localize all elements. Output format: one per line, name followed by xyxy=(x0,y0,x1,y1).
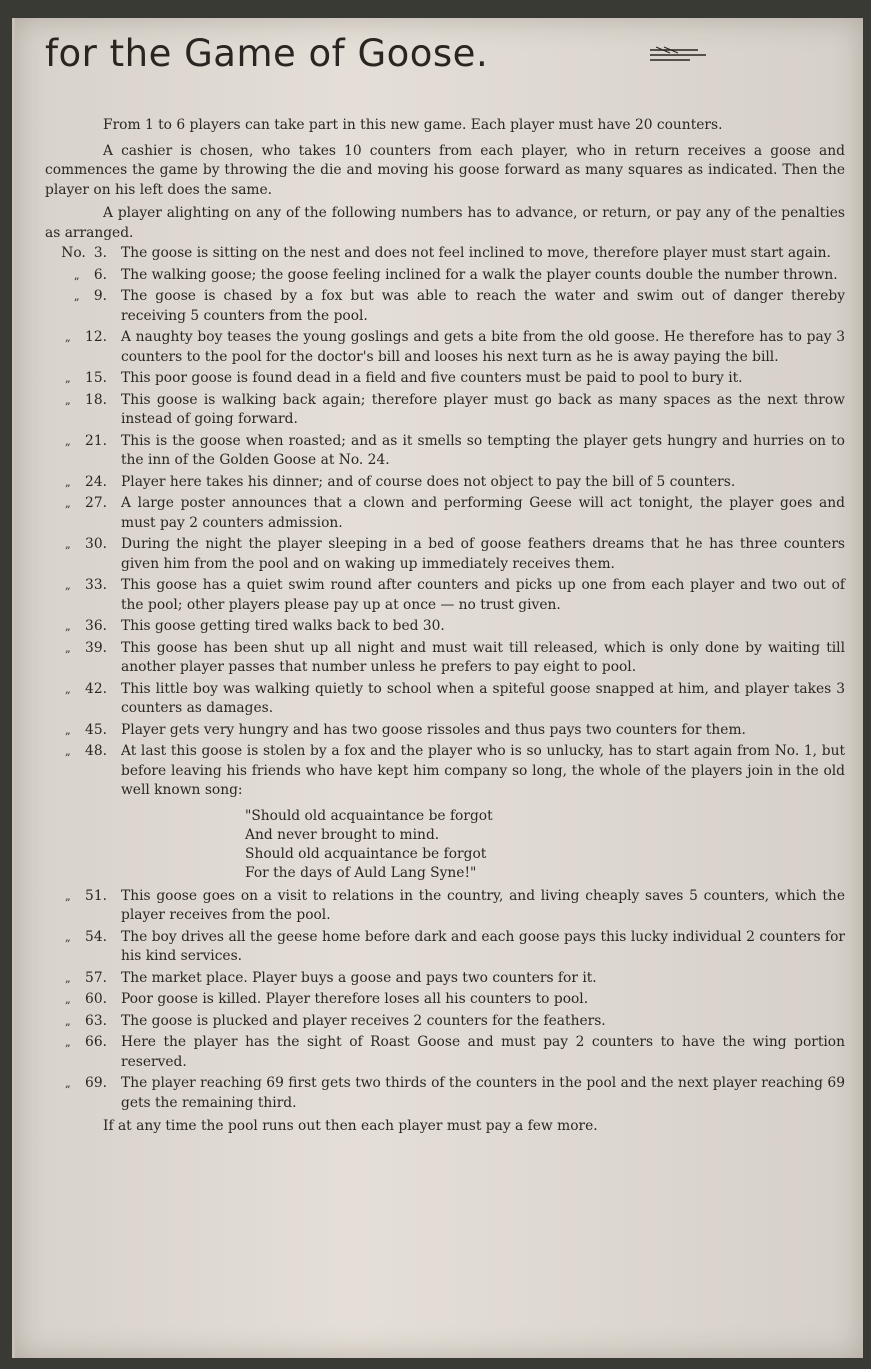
rule-number xyxy=(45,287,121,326)
rule-item xyxy=(45,1012,845,1032)
rule-number xyxy=(45,244,121,264)
rule-number xyxy=(45,266,121,286)
rule-number xyxy=(45,391,121,430)
rule-item xyxy=(45,969,845,989)
title-flourish-icon xyxy=(648,44,708,66)
rule-number xyxy=(45,928,121,967)
rules-list xyxy=(45,887,845,1114)
rule-number xyxy=(45,328,121,367)
rule-item xyxy=(45,617,845,637)
rule-item xyxy=(45,639,845,678)
ditto-mark: „ xyxy=(65,641,71,655)
rule-number xyxy=(45,1033,121,1072)
rule-number xyxy=(45,639,121,678)
song-verse xyxy=(245,807,845,883)
rule-number-value: 27. xyxy=(85,495,107,511)
ditto-mark: „ xyxy=(65,620,71,633)
rule-number-value: 30. xyxy=(85,536,107,552)
ditto-mark: „ xyxy=(65,331,71,344)
ditto-mark: „ xyxy=(65,1036,71,1049)
rule-text: This goose getting tired walks back to bed 30. xyxy=(121,618,445,634)
rules-sheet xyxy=(12,18,863,1358)
song-line: "Should old acquaintance be forgot xyxy=(245,807,493,824)
ditto-mark: „ xyxy=(65,393,71,407)
rule-number-value: 36. xyxy=(85,618,107,634)
rule-item xyxy=(45,432,845,471)
rule-item xyxy=(45,990,845,1010)
rule-text: The boy drives all the geese home before dark and each goose pays this lucky individual 2 counters for his kind services. xyxy=(121,928,845,964)
ditto-mark: „ xyxy=(65,993,71,1006)
ditto-mark: „ xyxy=(65,745,71,758)
rule-number xyxy=(45,617,121,637)
rule-item xyxy=(45,473,845,493)
rule-item xyxy=(45,1033,845,1072)
ditto-mark: „ xyxy=(73,268,80,282)
rule-number xyxy=(45,1012,121,1032)
rule-item xyxy=(45,680,845,719)
rule-number xyxy=(45,990,121,1010)
rule-text: Poor goose is killed. Player therefore loses all his counters to pool. xyxy=(121,991,589,1007)
rule-text: Player here takes his dinner; and of course does not object to pay the bill of 5 counters. xyxy=(121,473,736,490)
rule-number xyxy=(45,721,121,741)
rule-text: Player gets very hungry and has two goose rissoles and thus pays two counters for them. xyxy=(121,721,746,738)
rule-text: This goose has been shut up all night and must wait till released, which is only done by waiting till another player passes that number unless he prefers to pay eight to pool. xyxy=(121,639,845,675)
rule-item xyxy=(45,287,845,326)
rule-number-value: 15. xyxy=(85,370,107,386)
rule-number xyxy=(45,576,121,615)
rule-number xyxy=(45,494,121,533)
rule-item xyxy=(45,266,845,286)
rule-number xyxy=(45,473,121,493)
rule-text: A large poster announces that a clown and performing Geese will act tonight, the player goes and must pay 2 counters admission. xyxy=(121,495,845,531)
rule-text: This goose has a quiet swim round after counters and picks up one from each player and two out of the pool; other players please pay up at once — no trust given. xyxy=(121,577,845,613)
ditto-mark: „ xyxy=(65,434,71,448)
intro-paragraph: From 1 to 6 players can take part in this new game. Each player must have 20 counters. xyxy=(103,117,723,133)
rule-number-value: 48. xyxy=(85,743,107,759)
rules-body xyxy=(45,116,845,1137)
rule-number-value: 66. xyxy=(85,1034,107,1050)
song-line: And never brought to mind. xyxy=(245,826,440,843)
ditto-mark: „ xyxy=(65,579,71,592)
closing-paragraph: If at any time the pool runs out then each player must pay a few more. xyxy=(103,1118,598,1134)
rule-item xyxy=(45,721,845,741)
ditto-mark: „ xyxy=(65,971,71,985)
rule-text: This poor goose is found dead in a field and five counters must be paid to pool to bury it. xyxy=(121,370,743,386)
ditto-mark: „ xyxy=(65,682,71,696)
rule-number xyxy=(45,369,121,389)
ditto-mark: „ xyxy=(65,475,71,489)
ditto-mark: „ xyxy=(65,889,71,903)
rule-number xyxy=(45,1074,121,1113)
rule-number-value: 9. xyxy=(93,288,107,304)
rule-number-value: 18. xyxy=(85,391,107,408)
rule-text: The goose is chased by a fox but was able to reach the water and swim out of danger thereby receiving 5 counters from the pool. xyxy=(121,288,845,324)
song-line: For the days of Auld Lang Syne!" xyxy=(245,864,477,881)
rule-number-value: 57. xyxy=(85,969,107,986)
rule-number xyxy=(45,432,121,471)
rule-item xyxy=(45,369,845,389)
rule-text: During the night the player sleeping in a bed of goose feathers dreams that he has three counters given him from the pool and on waking up immediately receives them. xyxy=(121,536,845,572)
ditto-mark: „ xyxy=(73,290,80,303)
rule-item xyxy=(45,742,845,801)
rule-text: The goose is plucked and player receives 2 counters for the feathers. xyxy=(121,1012,606,1029)
rule-number xyxy=(45,969,121,989)
rule-item xyxy=(45,391,845,430)
rule-text: The walking goose; the goose feeling inclined for a walk the player counts double the number thrown. xyxy=(121,266,838,283)
rule-number-value: 51. xyxy=(85,887,107,904)
rule-text: This goose is walking back again; therefore player must go back as many spaces as the next throw instead of going forward. xyxy=(121,391,845,427)
rule-text: This little boy was walking quietly to school when a spiteful goose snapped at him, and player takes 3 counters as damages. xyxy=(121,680,845,716)
rule-number-value: 60. xyxy=(85,991,107,1007)
rule-number-value: 42. xyxy=(85,680,107,697)
rule-text: The goose is sitting on the nest and does not feel inclined to move, therefore player must start again. xyxy=(121,245,831,261)
rule-text: The player reaching 69 first gets two thirds of the counters in the pool and the next player reaching 69 gets the remaining third. xyxy=(121,1075,845,1111)
rule-number-value: 12. xyxy=(85,329,107,345)
rule-number-value: 39. xyxy=(85,639,107,656)
rule-number-value: 24. xyxy=(85,473,107,490)
rule-number-value: 33. xyxy=(85,577,107,593)
ditto-mark: „ xyxy=(65,372,71,385)
rule-item xyxy=(45,1074,845,1113)
rule-item xyxy=(45,928,845,967)
rule-number-value: 45. xyxy=(85,721,107,738)
rule-item xyxy=(45,244,845,264)
rule-number xyxy=(45,680,121,719)
number-prefix: No. xyxy=(61,245,86,261)
ditto-mark: „ xyxy=(65,723,71,737)
ditto-mark: „ xyxy=(65,1014,71,1028)
rule-item xyxy=(45,328,845,367)
rule-item xyxy=(45,576,845,615)
rule-text: A naughty boy teases the young goslings and gets a bite from the old goose. He therefore has to pay 3 counters to the pool for the doctor's bill and looses his next turn as he is away paying the bill. xyxy=(121,329,845,365)
song-line: Should old acquaintance be forgot xyxy=(245,845,487,862)
rule-text: At last this goose is stolen by a fox and the player who is so unlucky, has to start again from No. 1, but before leaving his friends who have kept him company so long, the whole of the players join in the old well known song: xyxy=(121,743,845,798)
rule-number xyxy=(45,887,121,926)
rule-number-value: 69. xyxy=(85,1075,107,1091)
rule-item xyxy=(45,494,845,533)
rule-number-value: 21. xyxy=(85,432,107,449)
ditto-mark: „ xyxy=(65,538,71,551)
rule-number-value: 3. xyxy=(93,245,107,261)
rule-text: Here the player has the sight of Roast Goose and must pay 2 counters to have the wing portion reserved. xyxy=(121,1034,845,1070)
rule-text: This goose goes on a visit to relations in the country, and living cheaply saves 5 counters, which the player receives from the pool. xyxy=(121,887,845,923)
intro-paragraph: A cashier is chosen, who takes 10 counters from each player, who in return receives a goose and commences the game by throwing the die and moving his goose forward as many squares as indicated. Then the player on his left does the same. xyxy=(45,142,845,198)
rule-number-value: 6. xyxy=(93,266,107,283)
rule-number-value: 54. xyxy=(85,928,107,945)
rule-text: This is the goose when roasted; and as it smells so tempting the player gets hungry and hurries on to the inn of the Golden Goose at No. 24. xyxy=(121,432,845,468)
rule-number xyxy=(45,535,121,574)
rule-item xyxy=(45,887,845,926)
rules-list xyxy=(45,244,845,801)
rule-item xyxy=(45,535,845,574)
ditto-mark: „ xyxy=(65,497,71,510)
rule-number-value: 63. xyxy=(85,1012,107,1029)
ditto-mark: „ xyxy=(65,930,71,944)
rule-text: The market place. Player buys a goose and pays two counters for it. xyxy=(121,969,597,986)
page-title: for the Game of Goose. xyxy=(45,32,489,75)
intro-paragraph: A player alighting on any of the following numbers has to advance, or return, or pay any of the penalties as arranged. xyxy=(45,205,845,241)
ditto-mark: „ xyxy=(65,1077,71,1090)
rule-number xyxy=(45,742,121,801)
